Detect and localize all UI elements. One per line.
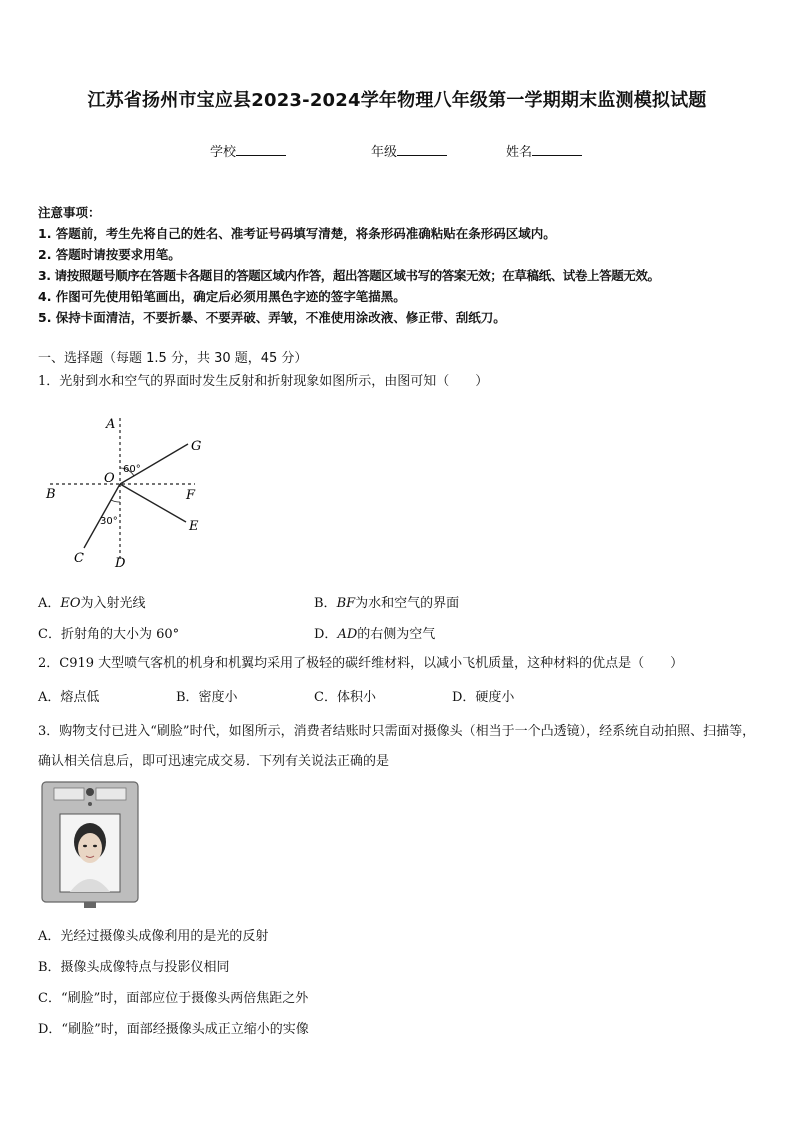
terminal-top-panel-right [96, 788, 126, 800]
question-1-stem: 1．光射到水和空气的界面时发生反射和折射现象如图所示，由图可知（ ） [38, 374, 489, 389]
face-scan-terminal-image [40, 780, 140, 910]
q2-option-c[interactable]: C．体积小 [314, 690, 376, 705]
q3-option-a[interactable]: A．光经过摄像头成像利用的是光的反射 [38, 929, 269, 944]
option-text: 为入射光线 [80, 596, 146, 611]
face-shape [78, 833, 102, 863]
label-e: E [189, 519, 199, 534]
option-text: 的右侧为空气 [357, 627, 436, 642]
refraction-diagram [40, 410, 220, 570]
angle-arc-bottom [111, 500, 120, 502]
notes-section [38, 202, 768, 328]
option-text: 折射角的大小为 60° [60, 627, 180, 642]
q2-option-b[interactable]: B．密度小 [176, 690, 238, 705]
note-item: 5. 保持卡面清洁，不要折暴、不要弄破、弄皱，不准使用涂改液、修正带、刮纸刀。 [38, 310, 506, 325]
label-f: F [186, 488, 196, 503]
label-d: D [115, 556, 126, 570]
school-field[interactable] [210, 141, 286, 160]
name-field[interactable] [506, 141, 582, 160]
label-b: B [46, 487, 56, 502]
ray-oe [120, 484, 186, 522]
label-o: O [104, 471, 115, 486]
q3-option-b[interactable]: B．摄像头成像特点与投影仪相同 [38, 960, 230, 975]
option-prefix: C． [38, 627, 61, 642]
note-item: 1. 答题前，考生先将自己的姓名、准考证号码填写清楚，将条形码准确粘贴在条形码区域内。 [38, 226, 556, 241]
school-blank[interactable] [236, 143, 286, 156]
q3-option-d[interactable]: D．“刷脸”时，面部经摄像头成正立缩小的实像 [38, 1022, 309, 1037]
terminal-top-panel-left [54, 788, 84, 800]
option-italic: EO [60, 596, 81, 611]
label-c: C [74, 551, 84, 566]
name-label: 姓名 [506, 145, 533, 160]
q2-option-d[interactable]: D．硬度小 [452, 690, 515, 705]
option-prefix: A． [38, 596, 61, 611]
q3-option-c[interactable]: C．“刷脸”时，面部应位于摄像头两倍焦距之外 [38, 991, 309, 1006]
terminal-stand [84, 902, 96, 908]
grade-field[interactable] [371, 141, 447, 160]
school-label: 学校 [210, 145, 237, 160]
q1-option-b[interactable] [314, 592, 459, 611]
note-item: 2. 答题时请按要求用笔。 [38, 247, 181, 262]
camera-lens-icon [86, 788, 94, 796]
q1-option-c[interactable] [38, 623, 179, 642]
option-text: 为水和空气的界面 [355, 596, 460, 611]
angle-label-top: 60° [123, 464, 141, 475]
note-item: 3. 请按照题号顺序在答题卡各题目的答题区域内作答，超出答题区域书写的答案无效；在草稿纸、试卷上答题无效。 [38, 268, 660, 283]
grade-label: 年级 [371, 145, 398, 160]
q1-option-d[interactable] [314, 623, 435, 642]
eye-right [93, 845, 97, 847]
angle-label-bottom: 30° [100, 516, 118, 527]
label-a: A [106, 417, 116, 432]
eye-left [83, 845, 87, 847]
q2-option-a[interactable]: A．熔点低 [38, 690, 100, 705]
q1-option-a[interactable] [38, 592, 146, 611]
option-italic: AD [337, 627, 358, 642]
note-item: 4. 作图可先使用铅笔画出，确定后必须用黑色字迹的签字笔描黑。 [38, 289, 406, 304]
question-2-stem: 2．C919 大型喷气客机的机身和机翼均采用了极轻的碳纤维材料，以减小飞机质量，这种材料的优点是（ ） [38, 656, 684, 671]
option-prefix: B． [314, 596, 337, 611]
option-prefix: D． [314, 627, 338, 642]
section-heading: 一、选择题（每题 1.5 分，共 30 题，45 分） [38, 351, 308, 366]
grade-blank[interactable] [397, 143, 447, 156]
label-g: G [191, 439, 202, 454]
exam-title: 江苏省扬州市宝应县2023-2024学年物理八年级第一学期期末监测模拟试题 [87, 90, 707, 111]
sensor-dot-icon [88, 802, 92, 806]
notes-title: 注意事项： [38, 205, 101, 220]
option-italic: BF [336, 596, 356, 611]
question-3-stem: 3．购物支付已进入“刷脸”时代，如图所示，消费者结账时只需面对摄像头（相当于一个凸透镜），经系统自动拍照、扫描等，确认相关信息后，即可迅速完成交易．下列有关说法正确的是 [38, 724, 756, 769]
name-blank[interactable] [532, 143, 582, 156]
